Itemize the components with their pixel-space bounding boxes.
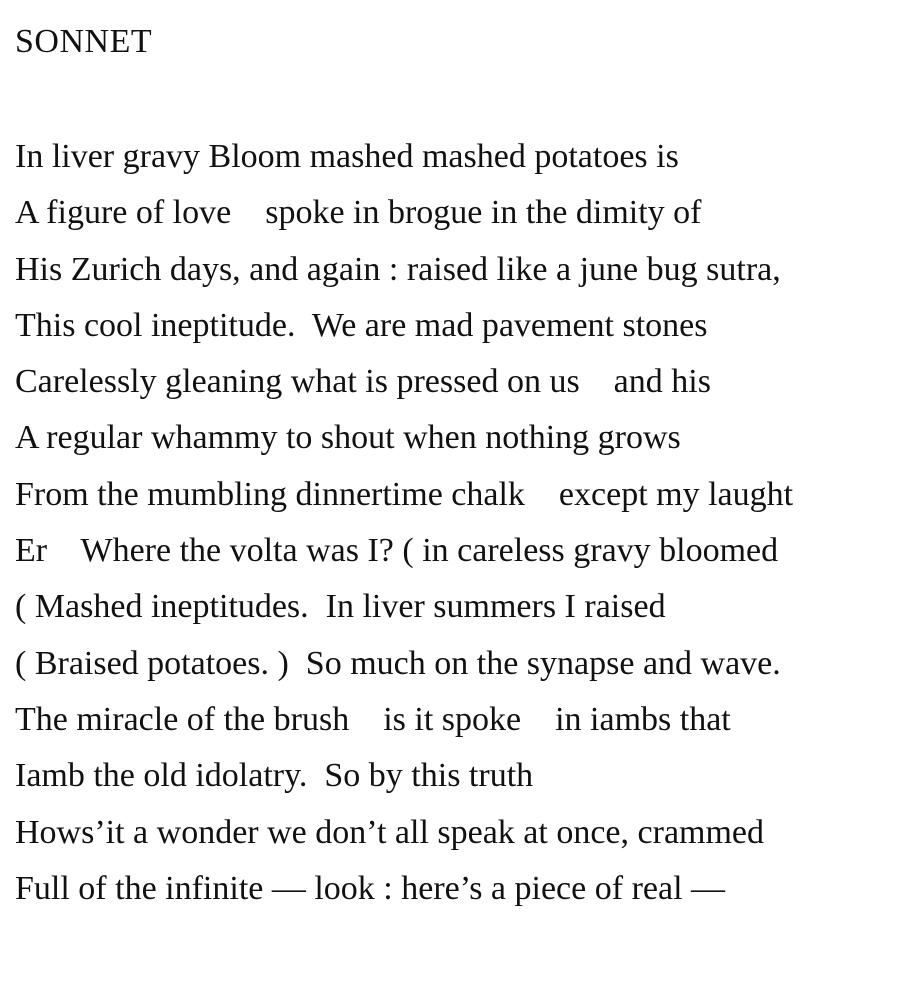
poem-line-4: This cool ineptitude. We are mad pavement stones: [15, 306, 708, 344]
poem-body: [15, 138, 793, 926]
poem-line-10: ( Braised potatoes. ) So much on the synapse and wave.: [15, 644, 781, 682]
poem-line-14: Full of the infinite — look : here’s a piece of real —: [15, 869, 726, 907]
poem-line-8: Er Where the volta was I? ( in careless gravy bloomed: [15, 532, 779, 570]
poem-line-11: The miracle of the brush is it spoke in iambs that: [15, 700, 731, 738]
poem-line-5: Carelessly gleaning what is pressed on us and his: [15, 363, 711, 401]
poem-line-12: Iamb the old idolatry. So by this truth: [15, 757, 534, 795]
poem-line-13: Hows’it a wonder we don’t all speak at once, crammed: [15, 813, 765, 851]
poem-line-6: A regular whammy to shout when nothing grows: [15, 419, 681, 457]
poem-line-9: ( Mashed ineptitudes. In liver summers I raised: [15, 588, 666, 626]
poem-line-7: From the mumbling dinnertime chalk except my laught: [15, 475, 794, 513]
poem-line-1: In liver gravy Bloom mashed mashed potatoes is: [15, 138, 679, 175]
poem-title: SONNET: [15, 23, 153, 60]
poem-line-3: His Zurich days, and again : raised like a june bug sutra,: [15, 250, 781, 288]
poem-line-2: A figure of love spoke in brogue in the dimity of: [15, 194, 702, 232]
